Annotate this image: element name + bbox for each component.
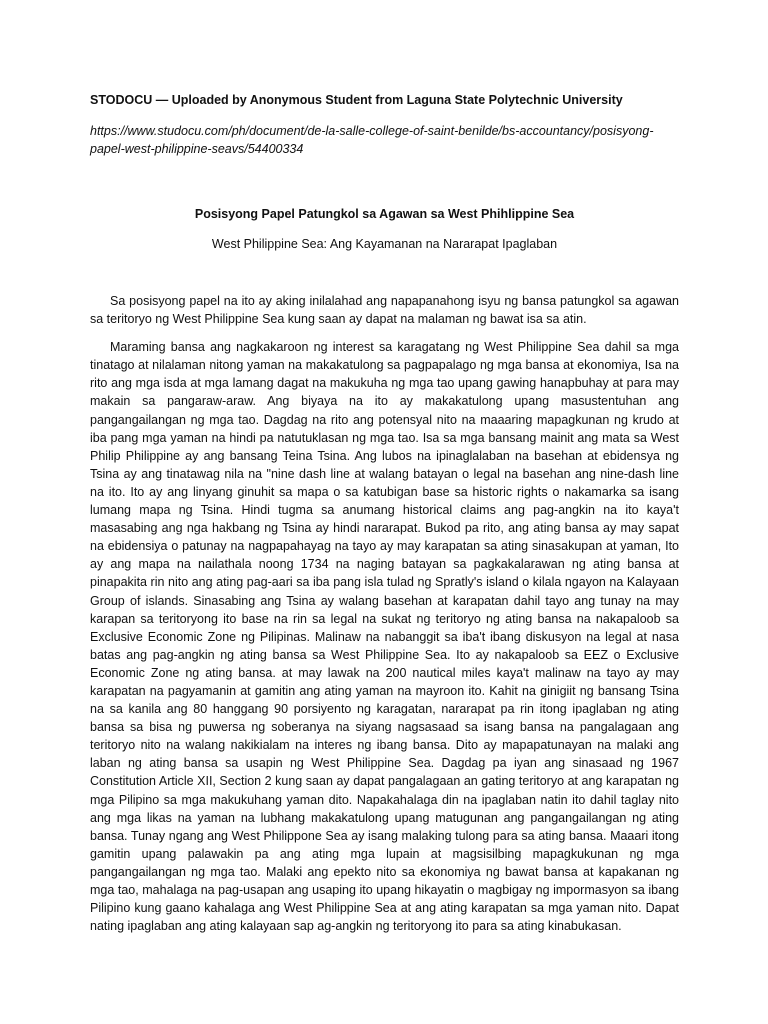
upload-info: STODOCU — Uploaded by Anonymous Student from Laguna State Polytechnic University — [90, 93, 623, 107]
document-page — [90, 92, 679, 945]
source-url[interactable]: https://www.studocu.com/ph/document/de-la-salle-college-of-saint-benilde/bs-accountancy/posisyong-papel-west-philippine-seavs/54400334 — [90, 124, 654, 156]
paragraph-body: Maraming bansa ang nagkakaroon ng interest sa karagatang ng West Philippine Sea dahil sa mga tinatago at nilalaman nitong yaman na makakatulong sa pagpapalago ng mga bansa at ekonomiya, Isa na rito ang mga isda at mga lamang dagat na makukuha ng mga tao upang gawing hanapbuhay at para may makain sa pangaraw-araw. Ang biyaya na ito ay makakatulong upang masustentuhan ang pangangailangan ng mga tao. Dagdag na rito ang potensyal nito na maaaring mapagkunan ng krudo at iba pang mga yaman na hindi pa natutuklasan ng mga tao. Isa sa mga bansang mainit ang mata sa West Philip Philippine ay ang bansang Teina Tsina. Ang lubos na ipinaglalaban na basehan at ebidensya ng Tsina ay ang tinatawag nila na "nine dash line at walang batayan o legal na basehan ang nine-dash line na ito. Ito ay ang linyang ginuhit sa mapa o sa katubigan base sa historic rights o nakamarka sa isang lumang mapa ng Tsina. Hindi tugma sa anumang historical claims ang pag-angkin na ito kaya't masasabing ang nga hakbang ng Tsina ay hindi nararapat. Bukod pa rito, ang ating bansa ay may sapat na ebidensiya o patunay na nagpapahayag na tayo ay may karapatan sa ating sinasakupan at yaman, Ito ay ang mapa na nailathala noong 1734 na naging batayan sa pagkakalarawan ng ating bansa at pinapakita rin nito ang ating pag-aari sa iba pang isla tulad ng Spratly's island o kilala ngayon na Kalayaan Group of islands. Sinasabing ang Tsina ay walang basehan at karapatan dahil tayo ang tunay na may karapan sa teritoryong ito base na rin sa legal na sukat ng teritoryo ng ating bansa na nakapaloob sa Exclusive Economic Zone ng Pilipinas. Malinaw na nabanggit sa iba't ibang diskusyon na legal at nasa batas ang pag-angkin ng ating bansa sa West Philippine Sea. Ito ay nakapaloob sa EEZ o Exclusive Economic Zone ng ating bansa. at may lawak na 200 nautical miles kaya't malinaw na tayo ay may karapatan na pagyamanin at gamitin ang ating yaman na mayroon ito. Kahit na ginigiit ng bansang Tsina na sa kanila ang 80 hanggang 90 porsiyento ng karagatan, nararapat pa rin itong ipaglaban ng ating bansa sa bisa ng puwersa ng soberanya na siyang nagsasaad sa isang bansa na pangalagaan ang teritoryo nito na walang nakikialam na interes ng ibang bansa. Dito ay mapapatunayan na malaki ang laban ng ating bansa sa usapin ng West Philippine Sea. Dagdag pa iyan ang sinasaad ng 1967 Constitution Article XII, Section 2 kung saan ay dapat pangalagaan an gating teritoryo at ang karapatan ng mga Pilipino sa mga makukuhang yaman dito. Napakahalaga din na ipaglaban natin ito dahil taglay nito ang mga likas na yaman na lubhang makakatulong upang matugunan ang pangangailangan ng ating bansa. Tunay ngang ang West Philippone Sea ay isang malaking tulong para sa ating bansa. Maaari itong gamitin upang palawakin pa ang ating mga lupain at magsisilbing mapagkukunan ng mga pangangailangan ng mga tao. Malaki ang epekto nito sa ekonomiya ng bawat bansa at kapakanan ng mga tao, mahalaga na pag-usapan ang usaping ito upang hikayatin o magbigay ng impormasyon sa ibang Pilipino kung gaano kahalaga ang West Philippine Sea at ang ating karapatan sa mga yaman nito. Dapat nating ipaglaban ang ating kalayaan sap ag-angkin ng teritoryong ito para sa ating kinabukasan. — [90, 340, 679, 934]
document-title: Posisyong Papel Patungkol sa Agawan sa West Phihlippine Sea — [194, 207, 575, 221]
document-subtitle: West Philippine Sea: Ang Kayamanan na Nararapat Ipaglaban — [211, 237, 558, 251]
paragraph-intro: Sa posisyong papel na ito ay aking inilalahad ang napapanahong isyu ng bansa patungkol sa agawan sa teritoryo ng West Philippine Sea kung saan ay dapat na malaman ng bawat isa sa atin. — [90, 294, 679, 327]
